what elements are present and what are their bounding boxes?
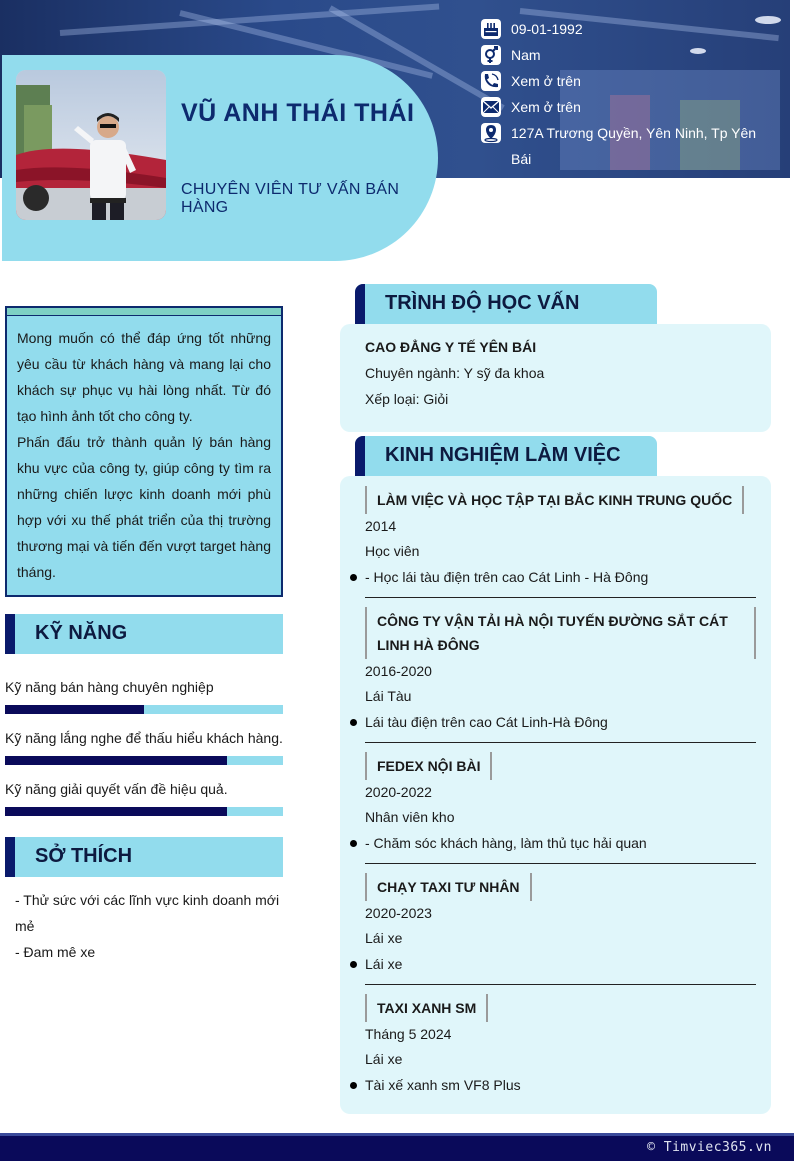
job-description bbox=[365, 951, 756, 977]
job-description-text: - Học lái tàu điện trên cao Cát Linh - Hà Đông bbox=[365, 569, 649, 585]
address-value: 127A Trương Quyền, Yên Ninh, Tp Yên Bái bbox=[511, 125, 757, 167]
contact-info bbox=[481, 19, 761, 178]
phone-icon bbox=[481, 71, 501, 91]
experience-heading bbox=[355, 436, 657, 476]
job-period: 2020-2023 bbox=[365, 905, 432, 921]
job-company: TAXI XANH SM bbox=[365, 994, 488, 1022]
job-role: Học viên bbox=[365, 543, 420, 559]
skill-bar bbox=[5, 705, 283, 714]
job-entry bbox=[365, 994, 756, 1098]
education-heading-label: TRÌNH ĐỘ HỌC VẤN bbox=[385, 292, 580, 314]
education-school: CAO ĐẲNG Y TẾ YÊN BÁI bbox=[365, 339, 537, 355]
job-description bbox=[365, 1072, 756, 1098]
job-role: Nhân viên kho bbox=[365, 809, 455, 825]
mail-icon bbox=[481, 97, 501, 117]
objective-top-bar bbox=[7, 308, 281, 316]
skill-name: Kỹ năng giải quyết vấn đề hiệu quả. bbox=[5, 781, 228, 797]
education-grade: Xếp loại: Giỏi bbox=[365, 391, 449, 407]
skill-name: Kỹ năng lắng nghe để thấu hiểu khách hàng. bbox=[5, 730, 283, 746]
job-company: CHẠY TAXI TƯ NHÂN bbox=[365, 873, 532, 901]
skills-heading-label: KỸ NĂNG bbox=[35, 622, 128, 644]
candidate-name: VŨ ANH THÁI THÁI bbox=[181, 99, 415, 127]
hobbies-heading bbox=[5, 837, 283, 877]
bullet-icon bbox=[350, 574, 357, 581]
job-description bbox=[365, 830, 756, 856]
job-role: Lái Tàu bbox=[365, 688, 412, 704]
email-value: Xem ở trên bbox=[511, 99, 581, 115]
education-major: Chuyên ngành: Y sỹ đa khoa bbox=[365, 365, 545, 381]
job-description-text: Tài xế xanh sm VF8 Plus bbox=[365, 1077, 521, 1093]
location-pin-icon bbox=[481, 123, 501, 143]
job-description bbox=[365, 709, 756, 735]
skills-heading bbox=[5, 614, 283, 654]
job-title: CHUYÊN VIÊN TƯ VẤN BÁN HÀNG bbox=[181, 181, 400, 216]
job-divider bbox=[365, 863, 756, 864]
job-company: CÔNG TY VẬN TẢI HÀ NỘI TUYẾN ĐƯỜNG SẮT CÁT LINH HÀ ĐÔNG bbox=[365, 607, 756, 659]
job-period: Tháng 5 2024 bbox=[365, 1026, 452, 1042]
job-description-text: Lái tàu điện trên cao Cát Linh-Hà Đông bbox=[365, 714, 608, 730]
skill-bar-fill bbox=[5, 756, 227, 765]
birthday-value: 09-01-1992 bbox=[511, 21, 583, 37]
job-divider bbox=[365, 597, 756, 598]
heading-accent-bar bbox=[355, 284, 365, 324]
heading-accent-bar bbox=[5, 837, 15, 877]
bullet-icon bbox=[350, 1082, 357, 1089]
job-period: 2014 bbox=[365, 518, 397, 534]
contact-phone bbox=[481, 71, 761, 91]
job-entry bbox=[365, 752, 756, 856]
experience-heading-label: KINH NGHIỆM LÀM VIỆC bbox=[385, 444, 621, 466]
job-divider bbox=[365, 742, 756, 743]
contact-gender bbox=[481, 45, 761, 65]
skill-bar-fill bbox=[5, 807, 227, 816]
job-description bbox=[365, 564, 756, 590]
bullet-icon bbox=[350, 719, 357, 726]
gender-icon bbox=[481, 45, 501, 65]
objective-paragraph: Phấn đấu trở thành quản lý bán hàng khu vực của công ty, giúp công ty tìm ra những chiến lược kinh doanh mới phù hợp với xu thế phát triển của thị trường thương mại và tiến đến vượt target hàng tháng. bbox=[17, 434, 271, 580]
job-company: LÀM VIỆC VÀ HỌC TẬP TẠI BẮC KINH TRUNG QUỐC bbox=[365, 486, 744, 514]
objective-paragraph: Mong muốn có thể đáp ứng tốt những yêu cầu từ khách hàng và mang lại cho khách sự phục vụ hài lòng nhất. Từ đó tạo hình ảnh tốt cho công ty. bbox=[17, 330, 271, 424]
job-role: Lái xe bbox=[365, 1051, 403, 1067]
job-description-text: Lái xe bbox=[365, 956, 403, 972]
skill-bar-fill bbox=[5, 705, 144, 714]
hobby-item: - Đam mê xe bbox=[15, 944, 96, 960]
job-period: 2020-2022 bbox=[365, 784, 432, 800]
education-heading bbox=[355, 284, 657, 324]
contact-email bbox=[481, 97, 761, 117]
footer-copyright: © Timviec365.vn bbox=[647, 1140, 772, 1155]
phone-value: Xem ở trên bbox=[511, 73, 581, 89]
skill-bar bbox=[5, 807, 283, 816]
job-entry bbox=[365, 873, 756, 977]
job-entry bbox=[365, 486, 756, 590]
job-period: 2016-2020 bbox=[365, 663, 432, 679]
job-role: Lái xe bbox=[365, 930, 403, 946]
bullet-icon bbox=[350, 840, 357, 847]
avatar bbox=[16, 70, 166, 220]
career-objective bbox=[5, 306, 283, 597]
job-company: FEDEX NỘI BÀI bbox=[365, 752, 492, 780]
job-entry bbox=[365, 607, 756, 735]
job-description-text: - Chăm sóc khách hàng, làm thủ tục hải quan bbox=[365, 835, 647, 851]
skill-bar bbox=[5, 756, 283, 765]
gender-value: Nam bbox=[511, 47, 541, 63]
heading-accent-bar bbox=[5, 614, 15, 654]
heading-accent-bar bbox=[355, 436, 365, 476]
skill-name: Kỹ năng bán hàng chuyên nghiệp bbox=[5, 679, 214, 695]
job-divider bbox=[365, 984, 756, 985]
contact-address bbox=[481, 123, 761, 172]
hobbies-heading-label: SỞ THÍCH bbox=[35, 845, 133, 867]
contact-birthday bbox=[481, 19, 761, 39]
hobbies-list bbox=[15, 887, 285, 965]
footer bbox=[0, 1133, 794, 1161]
objective-text bbox=[17, 325, 271, 585]
bullet-icon bbox=[350, 961, 357, 968]
cake-icon bbox=[481, 19, 501, 39]
hobby-item: - Thử sức với các lĩnh vực kinh doanh mới mẻ bbox=[15, 892, 280, 934]
